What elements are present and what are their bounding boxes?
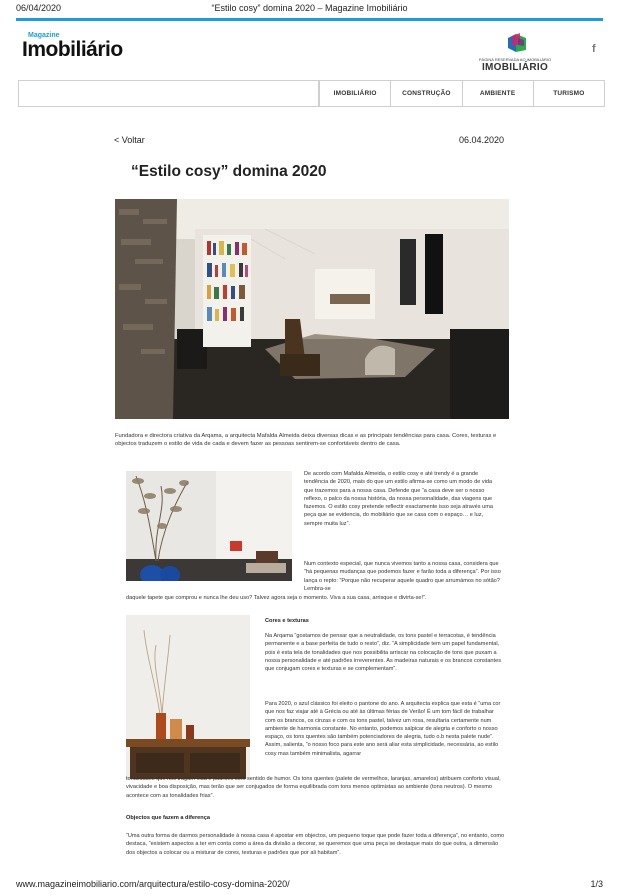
partner-logo[interactable] — [478, 32, 552, 76]
header-rule — [16, 18, 603, 21]
facebook-icon[interactable]: f — [592, 43, 596, 55]
nav-item-ambiente[interactable]: AMBIENTE — [462, 81, 533, 106]
print-title: “Estilo cosy” domina 2020 – Magazine Imobiliário — [211, 3, 408, 13]
article-lead: Fundadora e directora criativa da Arqama, a arquitecta Mafalda Almeida deixa diversas dicas e as principais tendências para casa. Cores, texturas e objectos traduzem o estilo de vida de cada e devem fazer as pessoas sentirem-se confortáveis dentro de casa. — [115, 433, 497, 448]
paragraph-4-continued: tonalidades que nos tragam vida e padrões com sentido de humor. Os tons quentes (palete de vermelhos, laranjas, amarelos) atribuem conforto visual, vivacidade e boa disposição, mas terão que ser conjugados de forma equilibrada com tons menos optimistas ao ambiente (tons neutros). O mesmo acontece com as tonalidades frias”. — [126, 776, 501, 799]
heading-cores-texturas: Cores e texturas — [265, 618, 309, 624]
paragraph-2: Num contexto especial, que nunca vivemos tanto a nossa casa, considera que “há pequenas mudanças que podemos fazer e farão toda a diferença”. Por isso lança o repto: “Porque não recuperar aquele quadro que arrumámos no sótão? Lembra-se — [304, 561, 501, 592]
nav-item-construcao[interactable]: CONSTRUÇÃO — [390, 81, 461, 106]
brand-logo[interactable] — [22, 32, 123, 61]
print-url: www.magazineimobiliario.com/arquitectura/estilo-cosy-domina-2020/ — [16, 879, 290, 889]
partner-name: IMOBILIÁRIO — [481, 62, 549, 73]
article-date: 06.04.2020 — [459, 135, 505, 145]
article-title: “Estilo cosy” domina 2020 — [131, 163, 327, 180]
nav-item-turismo[interactable]: TURISMO — [533, 81, 604, 106]
brand-small: Magazine — [28, 32, 60, 39]
main-nav — [18, 80, 605, 107]
paragraph-1: De acordo com Mafalda Almeida, o estilo cosy e até trendy é a grande tendência de 2020, mais do que um estilo afirma-se como um modo de vida que trazemos para a nossa casa. Defende que “a casa deve ser o nosso reflexo, o palco da nossa história, da nossa personalidade, das viagens que fazemos. O estilo cosy pretende reflectir exactamente isso seja através uma peça que se evidencia, do mobiliário que se casa com o espaço… e luz, sempre muita luz”. — [304, 471, 494, 527]
nav-search-area — [19, 81, 319, 106]
paragraph-4: Para 2020, o azul clássico foi eleito o pantone do ano. A arquitecta explica que esta é “uma cor que nos faz viajar até à Grécia ou até às últimas férias de Verão! É um tom fácil de trabalhar com os brancos, os cinzas e com os tons pastel, talvez um rosa, resultaria certamente num ambiente de harmonia constante. No entanto, podemos salpicar de alegria e conforto o nosso espaço, os tons quentes são também potenciadores de alegria, tudo o.b nesta palete nude”. Assim, salienta, “o nosso foco para este ano será aliar esta simplicidade, necessária, ao estilo cosy mas também minimalista, agarrar — [265, 701, 501, 757]
paragraph-2-continued: daquele tapete que comprou e nunca lhe deu uso? Talvez agora seja o momento. Viva a sua casa, arrisque e divirta-se!”. — [126, 595, 427, 601]
hero-living-room-image — [115, 199, 509, 419]
sideboard-image — [126, 615, 250, 779]
vases-image — [126, 471, 292, 581]
print-date: 06/04/2020 — [16, 3, 62, 13]
heading-objectos: Objectos que fazem a diferença — [126, 815, 210, 821]
partner-tagline: PÁGINA RESERVADA AO IMOBILIÁRIO — [478, 57, 552, 62]
paragraph-3: Na Arqama “gostamos de pensar que a neutralidade, os tons pastel e terracotas, é tendência permanente e a base perfeita de tudo o resto”, diz. “A simplicidade tem um papel fundamental, pois é esta tela de tonalidades que nos possibilita arriscar na colocação de tons que puxam a nossa personalidade e até padrões irreverentes. As madeiras naturais e os brancos constantes que conjugam cores e texturas e se complementam”. — [265, 633, 502, 673]
back-link[interactable]: < Voltar — [114, 135, 145, 145]
paragraph-5: “Uma outra forma de darmos personalidade à nossa casa é apostar em objectos, um pequeno toque que pode fazer toda a diferença”, no entanto, como destaca, “existem aspectos a ter em conta como a área da divisão a decorar, se queremos que uma peça se destaque mais do que outra, a dimensão dos objectos a colocar ou a misturar de cores, texturas e padrões que por ali habitam”. — [126, 833, 505, 856]
brand-name: Imobiliário — [22, 38, 123, 61]
print-header — [16, 3, 603, 17]
page-number: 1/3 — [590, 879, 603, 889]
cube-logo-icon — [506, 32, 528, 54]
nav-item-imobiliario[interactable]: IMOBILIÁRIO — [319, 81, 390, 106]
